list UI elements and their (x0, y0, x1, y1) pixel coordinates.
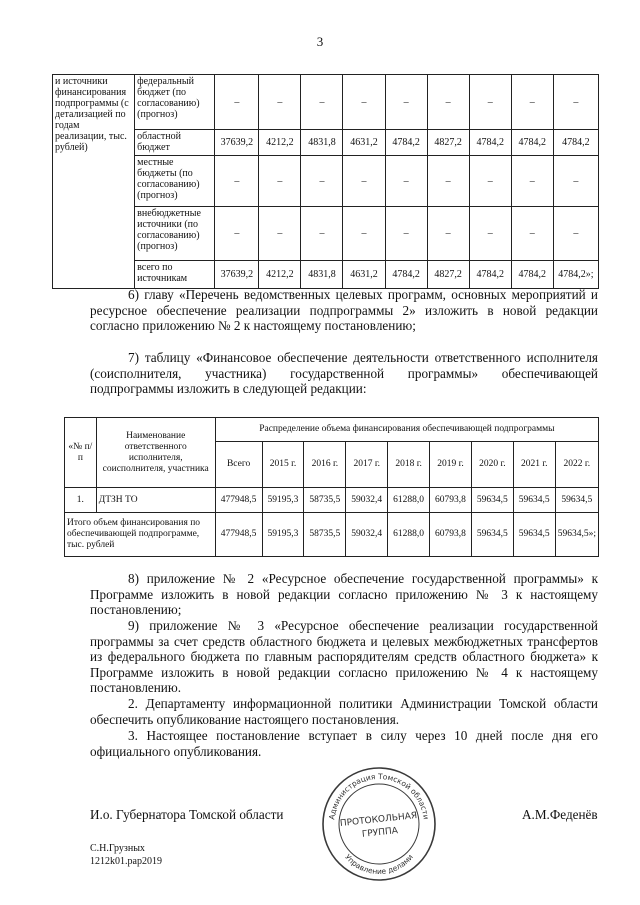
funding-sources-table (52, 74, 599, 289)
stamp-ring-top: Администрация Томской области (327, 771, 431, 821)
table-cell: 58735,5 (304, 513, 346, 557)
row-label: внебюджетные источники (по согласованию) (прогноз) (135, 207, 215, 261)
table-cell: 4784,2 (469, 261, 511, 289)
table-cell: 59634,5 (555, 488, 598, 513)
signature-title: И.о. Губернатора Томской области (90, 807, 284, 822)
table-cell: 61288,0 (388, 513, 430, 557)
item-3-text: 3. Настоящее постановление вступает в силу через 10 дней после дня его официального опубликования. (90, 728, 598, 759)
stamp-line1: ПРОТОКОЛЬНАЯ (339, 811, 418, 830)
table-cell: – (259, 75, 301, 130)
row-label: местные бюджеты (по согласованию) (прогноз) (135, 156, 215, 207)
table-cell: – (427, 156, 469, 207)
stamp-line2: ГРУППА (361, 826, 399, 840)
paragraph-6-text: 6) главу «Перечень ведомственных целевых программ, основных мероприятий и ресурсное обеспечение реализации подпрограммы 2» изложить в новой редакции согласно приложению № 2 к настоящему постановлению; (90, 287, 598, 334)
table-cell: – (553, 156, 598, 207)
table-cell: 4831,8 (301, 261, 343, 289)
header-year: 2020 г. (471, 442, 513, 488)
table-cell: 59032,4 (346, 513, 388, 557)
table-cell: – (215, 75, 259, 130)
table-row (65, 488, 599, 513)
table-cell: – (215, 207, 259, 261)
table-cell: 4784,2 (511, 130, 553, 156)
table-cell: 4831,8 (301, 130, 343, 156)
table-cell: – (343, 75, 385, 130)
table-cell: 61288,0 (388, 488, 430, 513)
footer-executor: С.Н.Грузных (90, 843, 145, 854)
table-cell: – (385, 156, 427, 207)
row-label: областной бюджет (135, 130, 215, 156)
table-cell: – (511, 156, 553, 207)
table-cell: 4631,2 (343, 261, 385, 289)
table-cell: – (511, 207, 553, 261)
table-cell: 58735,5 (304, 488, 346, 513)
table-cell: – (259, 156, 301, 207)
table-cell: – (301, 207, 343, 261)
table-cell: – (553, 207, 598, 261)
paragraph-9-text: 9) приложение № 3 «Ресурсное обеспечение реализации государственной программы за счет средств областного бюджета и целевых межбюджетных трансфертов из федерального бюджета по главным распорядителям средств областного бюджета» к Программе изложить в новой редакции согласно приложению № 4 к настоящему постановлению. (90, 618, 598, 696)
table-cell: – (469, 207, 511, 261)
table-cell: 59634,5 (513, 488, 555, 513)
table-cell: 4212,2 (259, 130, 301, 156)
table-cell: – (469, 75, 511, 130)
row-label: всего по источникам (135, 261, 215, 289)
header-year: 2017 г. (346, 442, 388, 488)
paragraph-9 (90, 618, 598, 696)
table-cell: 59195,3 (262, 513, 304, 557)
table-cell: – (301, 156, 343, 207)
table-cell: 4784,2 (553, 130, 598, 156)
table-cell: 60793,8 (430, 488, 472, 513)
paragraph-8 (90, 571, 598, 618)
row-label: федеральный бюджет (по согласованию) (прогноз) (135, 75, 215, 130)
table-cell: – (427, 207, 469, 261)
table-cell: – (385, 207, 427, 261)
table-header-row (65, 418, 599, 442)
row-executor: ДТЗН ТО (96, 488, 215, 513)
table-cell: 59032,4 (346, 488, 388, 513)
table-cell: – (427, 75, 469, 130)
row-num: 1. (65, 488, 97, 513)
table-row (53, 130, 599, 156)
protocol-stamp (320, 765, 438, 883)
table-row (65, 513, 599, 557)
table-cell: 59634,5 (471, 513, 513, 557)
item-2 (90, 696, 598, 727)
header-year: 2022 г. (555, 442, 598, 488)
table-cell: – (215, 156, 259, 207)
table-cell: – (259, 207, 301, 261)
table-cell: – (343, 207, 385, 261)
table-row (53, 75, 599, 130)
item-3 (90, 728, 598, 759)
table-cell: 4212,2 (259, 261, 301, 289)
paragraph-7-text: 7) таблицу «Финансовое обеспечение деятельности ответственного исполнителя (соисполнителя, участника) государственной программы» обеспечивающей подпрограммы изложить в следующей редакции: (90, 350, 598, 397)
table-cell: 60793,8 (430, 513, 472, 557)
footer-code: 1212k01.pap2019 (90, 856, 162, 867)
header-year: Всего (215, 442, 262, 488)
table-cell: 59195,3 (262, 488, 304, 513)
table-cell: 4784,2»; (553, 261, 598, 289)
table-cell: – (469, 156, 511, 207)
header-year: 2019 г. (430, 442, 472, 488)
table-cell: 37639,2 (215, 130, 259, 156)
table-cell: 59634,5»; (555, 513, 598, 557)
table-cell: 477948,5 (215, 488, 262, 513)
table-cell: 477948,5 (215, 513, 262, 557)
table-cell: 59634,5 (513, 513, 555, 557)
page-number: 3 (316, 34, 324, 49)
table-cell: 4784,2 (385, 261, 427, 289)
subprogram-financing-table (64, 417, 599, 557)
table-cell: – (301, 75, 343, 130)
paragraph-6 (90, 287, 598, 334)
table-cell: – (511, 75, 553, 130)
total-label: Итого объем финансирования по обеспечивающей подпрограмме, тыс. рублей (65, 513, 216, 557)
group-label: и источники финансирования подпрограммы (с детализацией по годам реализации, тыс. рублей) (53, 75, 135, 289)
item-2-text: 2. Департаменту информационной политики Администрации Томской области обеспечить опубликование настоящего постановления. (90, 696, 598, 727)
header-year: 2015 г. (262, 442, 304, 488)
paragraph-8-text: 8) приложение № 2 «Ресурсное обеспечение государственной программы» к Программе изложить в новой редакции согласно приложению № 3 к настоящему постановлению; (90, 571, 598, 618)
table-cell: 4784,2 (385, 130, 427, 156)
header-year: 2021 г. (513, 442, 555, 488)
table-cell: 4784,2 (469, 130, 511, 156)
header-year: 2016 г. (304, 442, 346, 488)
table-cell: 59634,5 (471, 488, 513, 513)
paragraph-7 (90, 350, 598, 397)
table-cell: – (343, 156, 385, 207)
table-cell: 37639,2 (215, 261, 259, 289)
table-cell: 4631,2 (343, 130, 385, 156)
stamp-ring-bottom: Управление делами (343, 852, 415, 877)
header-num: «№ п/п (65, 418, 97, 488)
table-cell: 4784,2 (511, 261, 553, 289)
table-cell: – (385, 75, 427, 130)
table-cell: 4827,2 (427, 261, 469, 289)
table-cell: 4827,2 (427, 130, 469, 156)
signature-name: А.М.Феденёв (522, 807, 598, 822)
table-row (53, 207, 599, 261)
header-distribution: Распределение объема финансирования обеспечивающей подпрограммы (215, 418, 598, 442)
table-cell: – (553, 75, 598, 130)
header-executor: Наименование ответственного исполнителя, соисполнителя, участника (96, 418, 215, 488)
table-row (53, 156, 599, 207)
table-row (53, 261, 599, 289)
header-year: 2018 г. (388, 442, 430, 488)
